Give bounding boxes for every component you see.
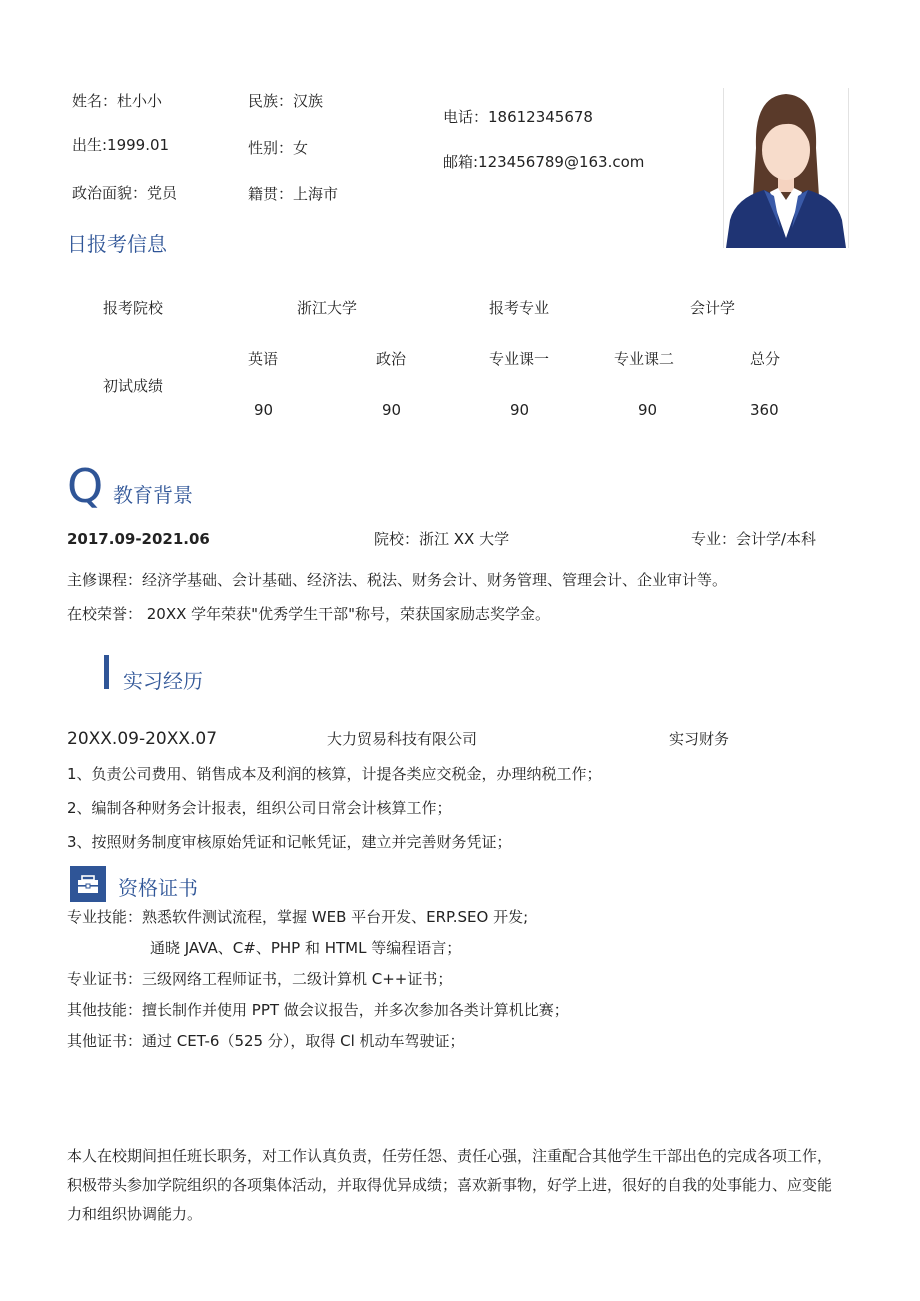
school-value: 浙江大学 [297, 299, 358, 317]
gender-field: 性别：女 [248, 139, 309, 157]
q-letter-icon: Q [67, 459, 104, 513]
internship-company: 大力贸易科技有限公司 [327, 730, 478, 748]
education-honors: 在校荣誉： 20XX 学年荣获"优秀学生干部"称号，荣获国家励志奖学金。 [67, 605, 550, 623]
score-label: 初试成绩 [103, 377, 164, 395]
education-school: 院校：浙江 XX 大学 [374, 530, 510, 548]
internship-duty: 3、按照财务制度审核原始凭证和记帐凭证，建立并完善财务凭证； [67, 833, 512, 851]
hometown-field: 籍贯：上海市 [248, 185, 339, 203]
score-header-english: 英语 [248, 350, 279, 368]
internship-role: 实习财务 [669, 730, 730, 748]
vertical-bar-icon [104, 655, 109, 689]
exam-section-title: 日报考信息 [67, 232, 167, 256]
education-courses: 主修课程：经济学基础、会计基础、经济法、税法、财务会计、财务管理、管理会计、企业审计等。 [67, 571, 728, 589]
birth-field: 出生:1999.01 [72, 136, 170, 154]
score-value-major2: 90 [638, 401, 658, 419]
internship-duty: 2、编制各种财务会计报表，组织公司日常会计核算工作； [67, 799, 452, 817]
certificates-section-title: 资格证书 [118, 876, 198, 900]
education-section-title: 教育背景 [113, 483, 193, 507]
certificate-line: 其他技能：擅长制作并使用 PPT 做会议报告，并多次参加各类计算机比赛； [67, 1001, 569, 1019]
email-field: 邮箱:123456789@163.com [443, 153, 645, 171]
score-header-total: 总分 [750, 350, 781, 368]
politics-field: 政治面貌：党员 [72, 184, 178, 202]
briefcase-icon [70, 866, 106, 902]
certificate-line: 通晓 JAVA、C#、PHP 和 HTML 等编程语言； [150, 939, 462, 957]
ethnicity-field: 民族：汉族 [248, 92, 324, 110]
major-value: 会计学 [690, 299, 736, 317]
score-header-major2: 专业课二 [614, 350, 675, 368]
education-period: 2017.09-2021.06 [67, 530, 210, 548]
certificate-line: 专业技能：熟悉软件测试流程，掌握 WEB 平台开发、ERP.SEO 开发; [67, 908, 529, 926]
score-value-total: 360 [750, 401, 779, 419]
certificate-line: 专业证书：三级网络工程师证书，二级计算机 C++证书； [67, 970, 453, 988]
internship-section-title: 实习经历 [123, 669, 203, 693]
name-field: 姓名：杜小小 [72, 92, 163, 110]
score-value-major1: 90 [510, 401, 530, 419]
phone-field: 电话：18612345678 [443, 108, 593, 126]
score-header-politics: 政治 [376, 350, 407, 368]
major-label: 报考专业 [489, 299, 550, 317]
internship-period: 20XX.09-20XX.07 [67, 729, 218, 749]
score-value-english: 90 [254, 401, 274, 419]
certificate-line: 其他证书：通过 CET-6（525 分），取得 Cl 机动车驾驶证； [67, 1032, 465, 1050]
score-value-politics: 90 [382, 401, 402, 419]
avatar [723, 88, 849, 248]
education-major: 专业：会计学/本科 [691, 530, 817, 548]
self-evaluation: 本人在校期间担任班长职务，对工作认真负责，任劳任怨、责任心强，注重配合其他学生干部出色的完成各项工作，积极带头参加学院组织的各项集体活动，并取得优异成绩；喜欢新事物，好学上进，很好的自我的处事能力、应变能力和组织协调能力。 [67, 1147, 833, 1223]
internship-duty: 1、负责公司费用、销售成本及利润的核算，计提各类应交税金，办理纳税工作； [67, 765, 602, 783]
score-header-major1: 专业课一 [489, 350, 550, 368]
school-label: 报考院校 [103, 299, 164, 317]
avatar-illustration [724, 88, 848, 248]
